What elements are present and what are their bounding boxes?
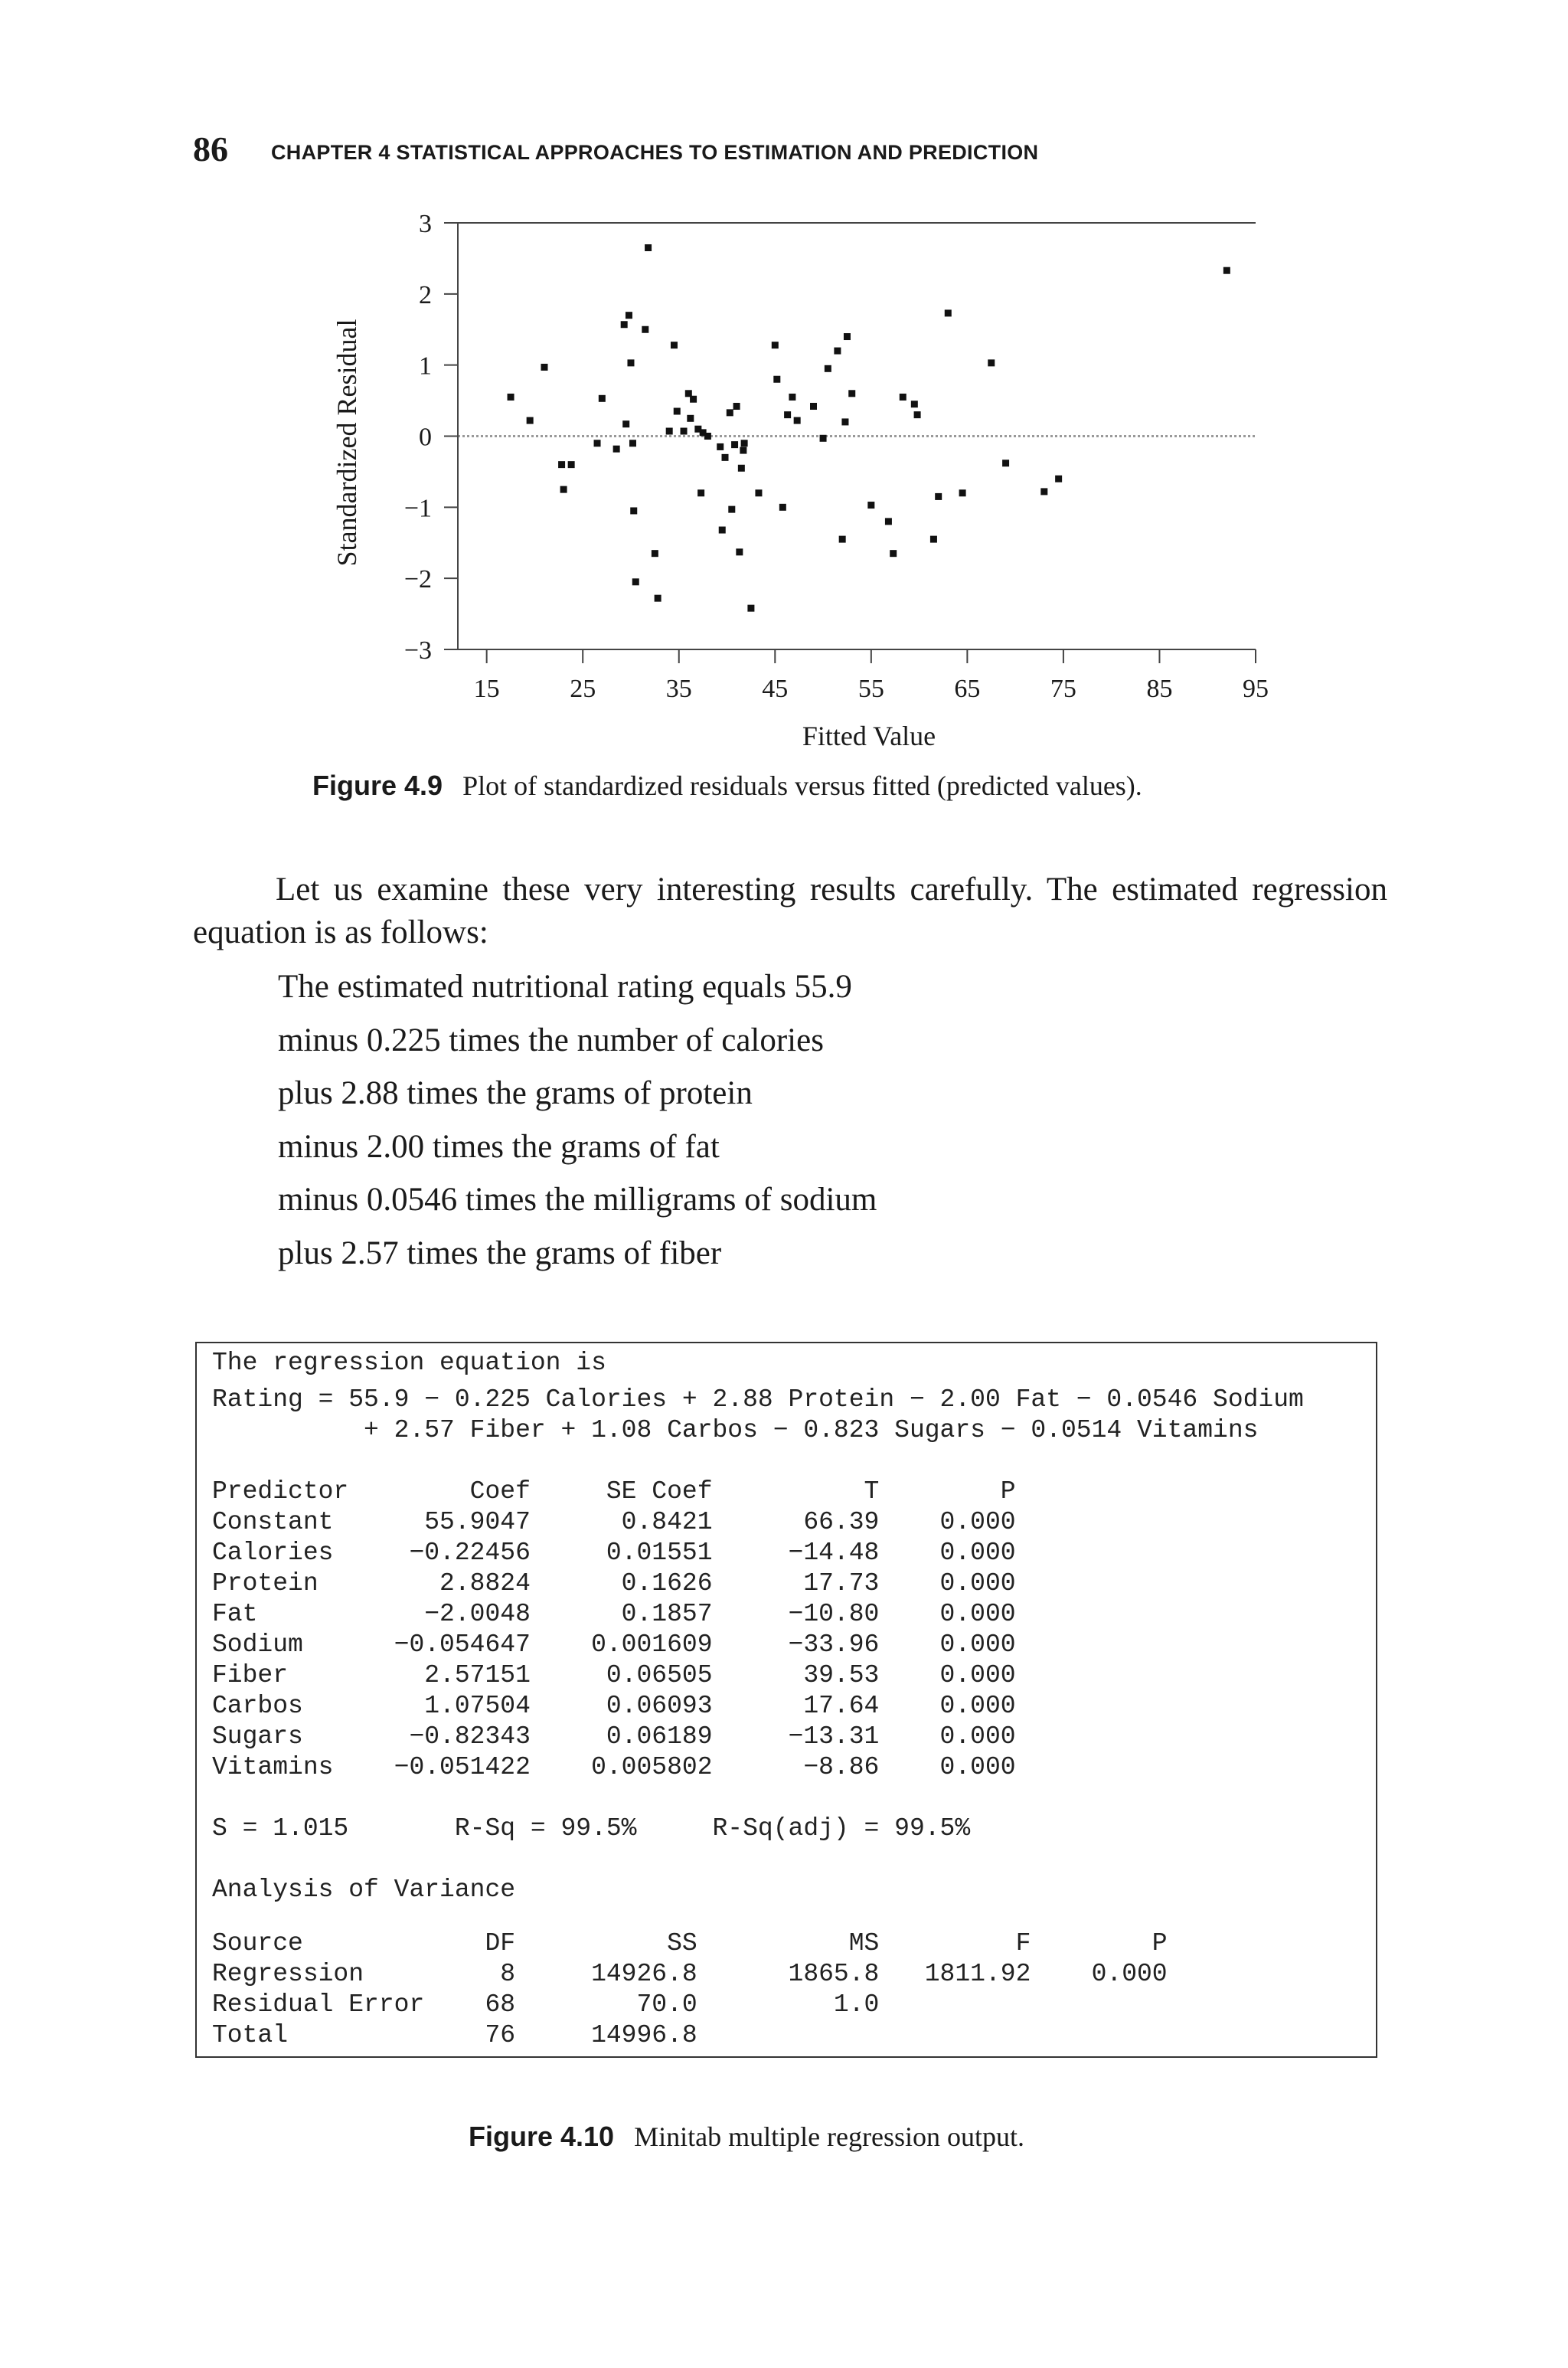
minitab-output-text	[212, 1348, 1304, 2051]
y-tick-label: −1	[403, 494, 432, 523]
data-point	[722, 454, 729, 461]
data-point	[655, 595, 662, 602]
data-point	[527, 417, 534, 424]
data-point	[560, 486, 567, 493]
data-point	[825, 365, 831, 372]
anova-table-row: Residual Error 68 70.0 1.0	[212, 1990, 880, 2019]
coef-table-row: Vitamins −0.051422 0.005802 −8.86 0.000	[212, 1753, 1016, 1781]
data-point	[1040, 488, 1047, 495]
data-point	[789, 394, 795, 401]
data-point	[642, 326, 648, 333]
data-point	[627, 359, 634, 366]
data-point	[839, 536, 846, 543]
data-point	[666, 428, 673, 435]
data-point	[1002, 460, 1009, 466]
data-point	[945, 309, 952, 316]
coef-table-header: Predictor Coef SE Coef T P	[212, 1477, 1016, 1506]
y-tick-label: 0	[419, 423, 432, 452]
regression-equation-line: + 2.57 Fiber + 1.08 Carbos − 0.823 Sugars − 0.0514 Vitamins	[212, 1416, 1259, 1444]
data-point	[848, 390, 855, 397]
running-title: CHAPTER 4 STATISTICAL APPROACHES TO ESTIMATION AND PREDICTION	[271, 141, 1039, 164]
data-point	[959, 489, 966, 496]
output-heading: The regression equation is	[212, 1349, 606, 1377]
x-tick-label: 85	[1146, 675, 1173, 703]
body-paragraph	[193, 868, 1387, 954]
data-point	[728, 506, 735, 513]
data-point	[630, 507, 637, 514]
coef-table-row: Protein 2.8824 0.1626 17.73 0.000	[212, 1569, 1016, 1598]
data-point	[626, 312, 632, 319]
data-point	[911, 401, 918, 407]
x-axis-label: Fitted Value	[802, 721, 936, 751]
data-point	[558, 461, 565, 468]
data-point	[747, 605, 754, 612]
anova-table-header: Source DF SS MS F P	[212, 1929, 1168, 1958]
data-point	[541, 364, 547, 371]
equation-description	[278, 960, 877, 1280]
equation-line: minus 0.0546 times the milligrams of sodium	[278, 1182, 877, 1218]
data-point	[629, 440, 636, 446]
data-point	[844, 333, 851, 340]
data-point	[508, 394, 514, 401]
data-point	[740, 447, 746, 454]
coef-table-row: Fiber 2.57151 0.06505 39.53 0.000	[212, 1661, 1016, 1689]
equation-line: The estimated nutritional rating equals 55.9	[278, 969, 852, 1005]
data-point	[681, 428, 688, 435]
y-tick-label: −3	[403, 636, 432, 665]
figure-caption-text: Plot of standardized residuals versus fitted (predicted values).	[462, 770, 1142, 801]
figure-caption-text: Minitab multiple regression output.	[634, 2121, 1025, 2152]
equation-line: plus 2.88 times the grams of protein	[278, 1075, 753, 1111]
equation-line: plus 2.57 times the grams of fiber	[278, 1235, 722, 1271]
data-point	[794, 417, 801, 424]
data-point	[810, 403, 817, 410]
anova-table-row: Total 76 14996.8	[212, 2021, 697, 2049]
data-point	[599, 395, 606, 402]
x-tick-label: 35	[665, 675, 692, 703]
data-point	[704, 433, 711, 440]
data-point	[690, 396, 697, 403]
data-point	[727, 409, 733, 416]
data-point	[900, 394, 906, 401]
equation-line: minus 0.225 times the number of calories	[278, 1022, 824, 1058]
data-point	[738, 465, 745, 472]
data-point	[834, 348, 841, 355]
data-point	[914, 411, 921, 418]
x-tick-label: 65	[954, 675, 981, 703]
data-point	[988, 359, 995, 366]
coef-table-row: Sugars −0.82343 0.06189 −13.31 0.000	[212, 1722, 1016, 1751]
x-tick-label: 55	[858, 675, 884, 703]
figure-4-10-caption	[469, 2120, 1024, 2154]
coef-table-row: Constant 55.9047 0.8421 66.39 0.000	[212, 1508, 1016, 1536]
data-point	[779, 504, 786, 511]
data-point	[930, 536, 937, 543]
minitab-output-box	[195, 1342, 1377, 2058]
data-point	[820, 435, 827, 442]
data-point	[755, 489, 762, 496]
data-point	[717, 443, 724, 450]
data-point	[632, 578, 639, 585]
data-point	[613, 446, 620, 453]
equation-line: minus 2.00 times the grams of fat	[278, 1128, 720, 1165]
y-tick-label: 2	[419, 280, 432, 309]
figure-label: Figure 4.9	[312, 770, 443, 801]
data-point	[935, 493, 942, 500]
x-tick-label: 75	[1050, 675, 1076, 703]
data-point	[773, 376, 780, 383]
x-tick-label: 25	[570, 675, 596, 703]
data-point	[772, 342, 779, 348]
residual-scatter-plot	[322, 199, 1271, 766]
data-point	[645, 244, 652, 251]
regression-equation-line: Rating = 55.9 − 0.225 Calories + 2.88 Protein − 2.00 Fat − 0.0546 Sodium	[212, 1385, 1304, 1414]
data-point	[594, 440, 601, 446]
x-tick-label: 95	[1243, 675, 1269, 703]
data-point	[568, 461, 575, 468]
data-point	[622, 420, 629, 427]
data-point	[1223, 267, 1230, 274]
body-paragraph-text: Let us examine these very interesting results carefully. The estimated regression equation is as follows:	[193, 872, 1387, 950]
data-point	[697, 489, 704, 496]
data-point	[867, 502, 874, 509]
y-tick-label: −2	[403, 565, 432, 594]
anova-heading: Analysis of Variance	[212, 1876, 516, 1904]
figure-4-9-caption	[312, 769, 1142, 803]
data-point	[890, 550, 897, 557]
page-number: 86	[193, 129, 228, 168]
coef-table-row: Fat −2.0048 0.1857 −10.80 0.000	[212, 1600, 1016, 1628]
data-point	[733, 403, 740, 410]
data-point	[687, 415, 694, 422]
coef-table-row: Calories −0.22456 0.01551 −14.48 0.000	[212, 1539, 1016, 1567]
data-point	[652, 550, 658, 557]
data-point	[784, 411, 791, 418]
model-summary-line: S = 1.015 R-Sq = 99.5% R-Sq(adj) = 99.5%	[212, 1814, 971, 1843]
data-point	[674, 408, 681, 415]
data-point	[731, 441, 738, 448]
data-point	[736, 548, 743, 555]
data-point	[885, 518, 892, 525]
data-point	[621, 321, 628, 328]
data-point	[1055, 476, 1062, 482]
y-tick-label: 3	[419, 210, 432, 238]
data-point	[741, 440, 748, 446]
x-tick-label: 15	[473, 675, 500, 703]
x-tick-label: 45	[762, 675, 789, 703]
y-axis-label: Standardized Residual	[332, 319, 362, 567]
anova-table-row: Regression 8 14926.8 1865.8 1811.92 0.000	[212, 1960, 1168, 1988]
data-point	[671, 342, 678, 348]
y-tick-label: 1	[419, 352, 432, 381]
data-point	[719, 527, 726, 534]
data-point	[841, 418, 848, 425]
coef-table-row: Carbos 1.07504 0.06093 17.64 0.000	[212, 1692, 1016, 1720]
coef-table-row: Sodium −0.054647 0.001609 −33.96 0.000	[212, 1630, 1016, 1659]
figure-label: Figure 4.10	[469, 2121, 615, 2152]
